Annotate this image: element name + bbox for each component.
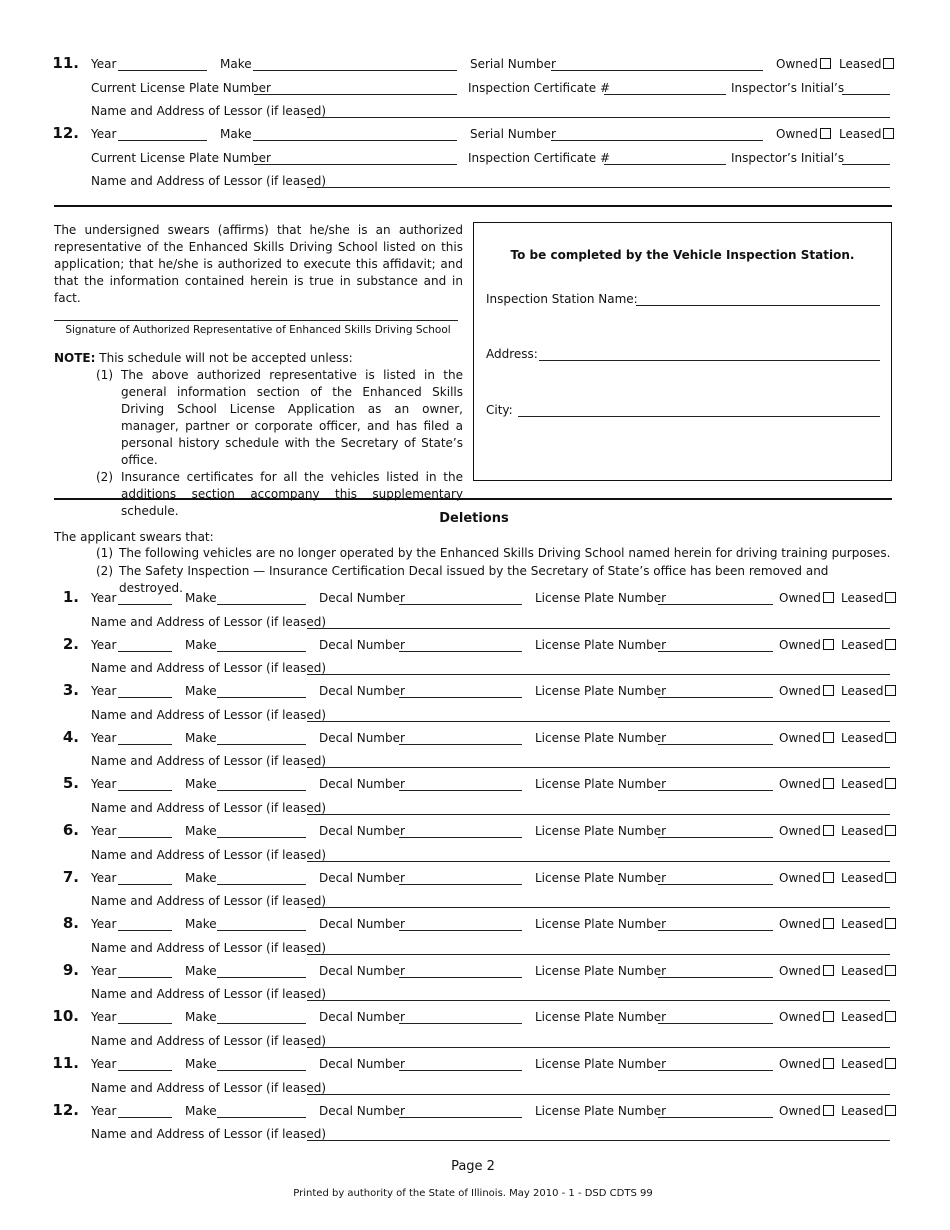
year-label: Year <box>91 637 117 652</box>
leased-label: Leased <box>841 777 884 792</box>
year-field[interactable] <box>118 930 172 931</box>
make-label: Make <box>220 57 252 71</box>
year-field[interactable] <box>118 140 207 141</box>
owned-checkbox-group <box>776 57 831 71</box>
license-plate-label: License Plate Number <box>535 1103 667 1118</box>
decal-number-field[interactable] <box>399 837 522 838</box>
row-number: 12. <box>52 1100 79 1119</box>
address-field[interactable] <box>539 360 880 361</box>
printed-by: Printed by authority of the State of Illinois. May 2010 - 1 - DSD CDTS 99 <box>293 1188 653 1199</box>
owned-label: Owned <box>779 917 821 932</box>
lessor-label: Name and Address of Lessor (if leased) <box>91 174 327 188</box>
make-label: Make <box>185 1010 217 1025</box>
owned-label: Owned <box>776 57 818 71</box>
owned-checkbox-group <box>779 917 834 931</box>
decal-number-label: Decal Number <box>319 824 405 838</box>
license-plate-label: License Plate Number <box>535 917 667 932</box>
inspection-certificate-field[interactable] <box>604 94 726 95</box>
make-label: Make <box>185 637 217 652</box>
row-number: 11. <box>52 1054 79 1072</box>
leased-checkbox-group <box>841 638 896 652</box>
address-label: Address: <box>486 347 538 361</box>
leased-label: Leased <box>841 684 884 699</box>
decal-number-field[interactable] <box>399 744 522 745</box>
row-number: 1. <box>62 588 79 606</box>
leased-checkbox-group <box>841 824 896 838</box>
lessor-label: Name and Address of Lessor (if leased) <box>91 661 327 676</box>
lessor-field[interactable] <box>307 767 890 768</box>
owned-checkbox[interactable] <box>823 1105 834 1116</box>
inspector-initials-label: Inspector’s Initial’s <box>731 81 845 95</box>
lessor-field[interactable] <box>307 907 890 908</box>
leased-checkbox-group <box>841 1104 896 1118</box>
year-label: Year <box>91 127 117 141</box>
year-label: Year <box>91 730 117 745</box>
signature-line[interactable] <box>54 320 458 321</box>
lessor-field[interactable] <box>307 954 890 955</box>
make-label: Make <box>185 684 217 699</box>
inspection-station-box <box>473 222 892 481</box>
leased-checkbox[interactable] <box>885 778 896 789</box>
leased-label: Leased <box>841 730 884 745</box>
license-plate-field[interactable] <box>658 790 773 791</box>
make-field[interactable] <box>217 1023 306 1024</box>
leased-checkbox[interactable] <box>885 872 896 883</box>
decal-number-field[interactable] <box>399 930 522 931</box>
license-plate-field[interactable] <box>658 1117 773 1118</box>
owned-label: Owned <box>779 777 821 792</box>
owned-checkbox[interactable] <box>820 128 831 139</box>
owned-label: Owned <box>779 824 821 838</box>
row-number: 11. <box>52 54 79 72</box>
license-plate-field[interactable] <box>658 651 773 652</box>
lessor-label: Name and Address of Lessor (if leased) <box>91 847 327 862</box>
year-field[interactable] <box>118 604 172 605</box>
decal-number-label: Decal Number <box>319 917 405 932</box>
station-name-field[interactable] <box>636 305 880 306</box>
license-plate-field[interactable] <box>658 1070 773 1071</box>
note-item: (2) Insurance certificates for all the vehicles listed in the additions section accompany this supplementary schedule. <box>96 470 463 518</box>
owned-label: Owned <box>779 637 821 652</box>
owned-checkbox[interactable] <box>823 825 834 836</box>
year-label: Year <box>91 1057 117 1071</box>
make-label: Make <box>185 963 217 978</box>
owned-label: Owned <box>779 870 821 885</box>
deletions-intro: The applicant swears that: <box>54 530 214 544</box>
note-item: (1) The above authorized representative is listed in the general information section of the Enhanced Skills Driving School License Application as an owner, manager, partner or corporate officer, and has filed a personal history schedule with the Secretary of State’s office. <box>96 368 463 467</box>
row-number: 7. <box>62 867 79 886</box>
owned-checkbox[interactable] <box>823 1058 834 1069</box>
make-field[interactable] <box>217 1117 306 1118</box>
year-label: Year <box>91 824 117 838</box>
leased-checkbox-group <box>841 684 896 698</box>
inspector-initials-label: Inspector’s Initial’s <box>731 151 845 165</box>
owned-label: Owned <box>779 1057 821 1071</box>
leased-checkbox[interactable] <box>885 825 896 836</box>
owned-checkbox[interactable] <box>820 58 831 69</box>
license-plate-label: License Plate Number <box>535 1057 667 1071</box>
make-label: Make <box>220 127 252 141</box>
lessor-field[interactable] <box>307 1094 890 1095</box>
make-field[interactable] <box>217 977 306 978</box>
lessor-label: Name and Address of Lessor (if leased) <box>91 1033 327 1048</box>
decal-number-field[interactable] <box>399 651 522 652</box>
serial-number-field[interactable] <box>551 70 763 71</box>
city-field[interactable] <box>518 416 880 417</box>
owned-label: Owned <box>779 1103 821 1118</box>
decal-number-label: Decal Number <box>319 637 405 652</box>
leased-checkbox[interactable] <box>885 1105 896 1116</box>
year-field[interactable] <box>118 790 172 791</box>
page-number: Page 2 <box>451 1159 495 1174</box>
decal-number-field[interactable] <box>399 1070 522 1071</box>
city-label: City: <box>486 403 513 417</box>
serial-number-field[interactable] <box>551 140 763 141</box>
lessor-field[interactable] <box>307 861 890 862</box>
make-field[interactable] <box>217 1070 306 1071</box>
current-plate-label: Current License Plate Number <box>91 151 271 165</box>
year-label: Year <box>91 963 117 978</box>
year-field[interactable] <box>118 977 172 978</box>
year-label: Year <box>91 684 117 699</box>
lessor-label: Name and Address of Lessor (if leased) <box>91 104 327 118</box>
lessor-field[interactable] <box>307 1000 890 1001</box>
serial-number-label: Serial Number <box>470 127 556 141</box>
lessor-label: Name and Address of Lessor (if leased) <box>91 987 327 1002</box>
year-label: Year <box>91 57 117 71</box>
inspection-box-title: To be completed by the Vehicle Inspection Station. <box>510 248 855 262</box>
license-plate-field[interactable] <box>658 837 773 838</box>
year-label: Year <box>91 591 117 605</box>
make-label: Make <box>185 591 217 605</box>
make-label: Make <box>185 917 217 932</box>
leased-checkbox-group <box>839 57 894 71</box>
decal-number-field[interactable] <box>399 884 522 885</box>
license-plate-label: License Plate Number <box>535 870 667 885</box>
make-field[interactable] <box>217 837 306 838</box>
decal-number-field[interactable] <box>399 604 522 605</box>
year-field[interactable] <box>118 837 172 838</box>
leased-checkbox[interactable] <box>883 128 894 139</box>
lessor-field[interactable] <box>307 674 890 675</box>
license-plate-label: License Plate Number <box>535 730 667 745</box>
decal-number-label: Decal Number <box>319 591 405 605</box>
leased-label: Leased <box>841 1103 884 1118</box>
owned-label: Owned <box>779 730 821 745</box>
decal-number-label: Decal Number <box>319 1103 405 1118</box>
leased-label: Leased <box>841 637 884 652</box>
leased-checkbox[interactable] <box>885 685 896 696</box>
license-plate-label: License Plate Number <box>535 591 667 605</box>
license-plate-label: License Plate Number <box>535 1010 667 1025</box>
leased-checkbox-group <box>841 1057 896 1071</box>
current-plate-label: Current License Plate Number <box>91 81 271 95</box>
make-field[interactable] <box>217 790 306 791</box>
decal-number-label: Decal Number <box>319 1010 405 1025</box>
leased-checkbox[interactable] <box>885 1058 896 1069</box>
leased-checkbox[interactable] <box>885 965 896 976</box>
lessor-field[interactable] <box>307 721 890 722</box>
decal-number-field[interactable] <box>399 1023 522 1024</box>
lessor-field[interactable] <box>307 628 890 629</box>
owned-checkbox[interactable] <box>823 918 834 929</box>
owned-label: Owned <box>779 684 821 699</box>
deletions-statements <box>96 545 896 598</box>
make-field[interactable] <box>217 930 306 931</box>
leased-checkbox[interactable] <box>885 592 896 603</box>
decal-number-field[interactable] <box>399 697 522 698</box>
row-number: 2. <box>62 634 79 653</box>
affidavit-text: The undersigned swears (affirms) that he/she is an authorized representative of the Enhanced Skills Driving School listed on this application; that he/she is authorized to execute this affidavit; and that the information contained herein is true in substance and in fact. <box>54 223 463 305</box>
owned-checkbox-group <box>776 127 831 141</box>
license-plate-field[interactable] <box>658 884 773 885</box>
deletion-statement: (2) The Safety Inspection — Insurance Certification Decal issued by the Secretary of State’s office has been removed and destroyed. <box>96 563 829 595</box>
year-label: Year <box>91 777 117 792</box>
leased-label: Leased <box>839 127 882 141</box>
leased-checkbox[interactable] <box>885 918 896 929</box>
lessor-field[interactable] <box>307 814 890 815</box>
lessor-field[interactable] <box>307 187 890 188</box>
decal-number-label: Decal Number <box>319 777 405 792</box>
owned-checkbox-group <box>779 1057 834 1071</box>
leased-checkbox-group <box>841 1010 896 1024</box>
inspection-certificate-field[interactable] <box>604 164 726 165</box>
row-number: 3. <box>62 681 79 700</box>
make-label: Make <box>185 824 217 838</box>
owned-checkbox[interactable] <box>823 732 834 743</box>
license-plate-field[interactable] <box>658 744 773 745</box>
leased-label: Leased <box>841 1010 884 1025</box>
make-field[interactable] <box>253 70 457 71</box>
license-plate-field[interactable] <box>658 604 773 605</box>
owned-checkbox[interactable] <box>823 778 834 789</box>
inspection-certificate-label: Inspection Certificate # <box>468 151 610 165</box>
license-plate-label: License Plate Number <box>535 637 667 652</box>
decal-number-field[interactable] <box>399 790 522 791</box>
lessor-field[interactable] <box>307 1140 890 1141</box>
leased-checkbox-group <box>841 777 896 791</box>
owned-checkbox-group <box>779 1104 834 1118</box>
make-label: Make <box>185 730 217 745</box>
leased-label: Leased <box>841 824 884 838</box>
owned-checkbox-group <box>779 871 834 885</box>
leased-checkbox-group <box>839 127 894 141</box>
license-plate-field[interactable] <box>658 697 773 698</box>
section-divider <box>54 205 892 207</box>
leased-checkbox[interactable] <box>885 1011 896 1022</box>
inspector-initials-field[interactable] <box>842 94 890 95</box>
leased-checkbox[interactable] <box>885 639 896 650</box>
owned-label: Owned <box>779 591 821 605</box>
leased-checkbox-group <box>841 871 896 885</box>
leased-checkbox-group <box>841 964 896 978</box>
make-label: Make <box>185 870 217 885</box>
row-number: 8. <box>62 914 79 933</box>
make-field[interactable] <box>253 140 457 141</box>
owned-label: Owned <box>779 1010 821 1025</box>
inspector-initials-field[interactable] <box>842 164 890 165</box>
owned-checkbox-group <box>779 591 834 605</box>
row-number: 6. <box>62 821 79 839</box>
leased-checkbox-group <box>841 731 896 745</box>
section-divider <box>54 498 892 500</box>
make-label: Make <box>185 1057 217 1071</box>
lessor-label: Name and Address of Lessor (if leased) <box>91 800 327 815</box>
note-block <box>54 350 463 520</box>
license-plate-field[interactable] <box>658 1023 773 1024</box>
license-plate-label: License Plate Number <box>535 684 667 699</box>
year-label: Year <box>91 1103 117 1118</box>
owned-checkbox-group <box>779 684 834 698</box>
leased-label: Leased <box>841 917 884 932</box>
owned-checkbox[interactable] <box>823 639 834 650</box>
year-label: Year <box>91 917 117 932</box>
lessor-label: Name and Address of Lessor (if leased) <box>91 1127 327 1142</box>
owned-checkbox[interactable] <box>823 592 834 603</box>
year-field[interactable] <box>118 744 172 745</box>
decal-number-label: Decal Number <box>319 730 405 745</box>
leased-label: Leased <box>841 591 884 605</box>
year-field[interactable] <box>118 697 172 698</box>
owned-checkbox[interactable] <box>823 872 834 883</box>
note-label: NOTE: <box>54 351 96 365</box>
license-plate-field[interactable] <box>658 930 773 931</box>
license-plate-label: License Plate Number <box>535 777 667 792</box>
year-field[interactable] <box>118 1117 172 1118</box>
owned-checkbox-group <box>779 1010 834 1024</box>
make-field[interactable] <box>217 744 306 745</box>
leased-label: Leased <box>841 1057 884 1071</box>
license-plate-label: License Plate Number <box>535 963 667 978</box>
leased-checkbox[interactable] <box>883 58 894 69</box>
make-field[interactable] <box>217 604 306 605</box>
year-field[interactable] <box>118 884 172 885</box>
lessor-label: Name and Address of Lessor (if leased) <box>91 754 327 769</box>
year-field[interactable] <box>118 1023 172 1024</box>
year-field[interactable] <box>118 651 172 652</box>
decal-number-label: Decal Number <box>319 684 405 699</box>
inspection-certificate-label: Inspection Certificate # <box>468 81 610 95</box>
lessor-label: Name and Address of Lessor (if leased) <box>91 894 327 909</box>
owned-checkbox-group <box>779 638 834 652</box>
deletions-heading: Deletions <box>439 511 509 526</box>
owned-label: Owned <box>776 127 818 141</box>
year-field[interactable] <box>118 1070 172 1071</box>
owned-checkbox-group <box>779 777 834 791</box>
station-name-label: Inspection Station Name: <box>486 292 638 306</box>
owned-label: Owned <box>779 963 821 978</box>
leased-label: Leased <box>841 963 884 978</box>
lessor-label: Name and Address of Lessor (if leased) <box>91 707 327 722</box>
leased-checkbox-group <box>841 917 896 931</box>
decal-number-field[interactable] <box>399 977 522 978</box>
make-label: Make <box>185 777 217 792</box>
leased-label: Leased <box>839 57 882 71</box>
owned-checkbox-group <box>779 824 834 838</box>
owned-checkbox[interactable] <box>823 965 834 976</box>
deletion-statement: (1) The following vehicles are no longer operated by the Enhanced Skills Driving School named herein for driving training purposes. <box>96 546 891 560</box>
owned-checkbox[interactable] <box>823 1011 834 1022</box>
row-number: 5. <box>62 774 79 793</box>
leased-checkbox[interactable] <box>885 732 896 743</box>
lessor-label: Name and Address of Lessor (if leased) <box>91 940 327 955</box>
signature-caption: Signature of Authorized Representative of Enhanced Skills Driving School <box>65 324 451 336</box>
year-field[interactable] <box>118 70 207 71</box>
decal-number-label: Decal Number <box>319 963 405 978</box>
note-intro: This schedule will not be accepted unless: <box>99 351 353 365</box>
leased-label: Leased <box>841 870 884 885</box>
row-number: 10. <box>52 1007 79 1026</box>
owned-checkbox[interactable] <box>823 685 834 696</box>
decal-number-field[interactable] <box>399 1117 522 1118</box>
decal-number-label: Decal Number <box>319 1057 405 1071</box>
make-label: Make <box>185 1103 217 1118</box>
make-field[interactable] <box>217 697 306 698</box>
license-plate-label: License Plate Number <box>535 824 667 838</box>
current-plate-field[interactable] <box>254 164 457 165</box>
year-label: Year <box>91 870 117 885</box>
owned-checkbox-group <box>779 964 834 978</box>
year-label: Year <box>91 1010 117 1025</box>
lessor-field[interactable] <box>307 1047 890 1048</box>
make-field[interactable] <box>217 651 306 652</box>
row-number: 9. <box>62 960 79 979</box>
serial-number-label: Serial Number <box>470 57 556 71</box>
lessor-field[interactable] <box>307 117 890 118</box>
lessor-label: Name and Address of Lessor (if leased) <box>91 1080 327 1095</box>
leased-checkbox-group <box>841 591 896 605</box>
row-number: 12. <box>52 124 79 142</box>
owned-checkbox-group <box>779 731 834 745</box>
make-field[interactable] <box>217 884 306 885</box>
license-plate-field[interactable] <box>658 977 773 978</box>
decal-number-label: Decal Number <box>319 870 405 885</box>
lessor-label: Name and Address of Lessor (if leased) <box>91 614 327 629</box>
row-number: 4. <box>62 727 79 746</box>
current-plate-field[interactable] <box>254 94 457 95</box>
